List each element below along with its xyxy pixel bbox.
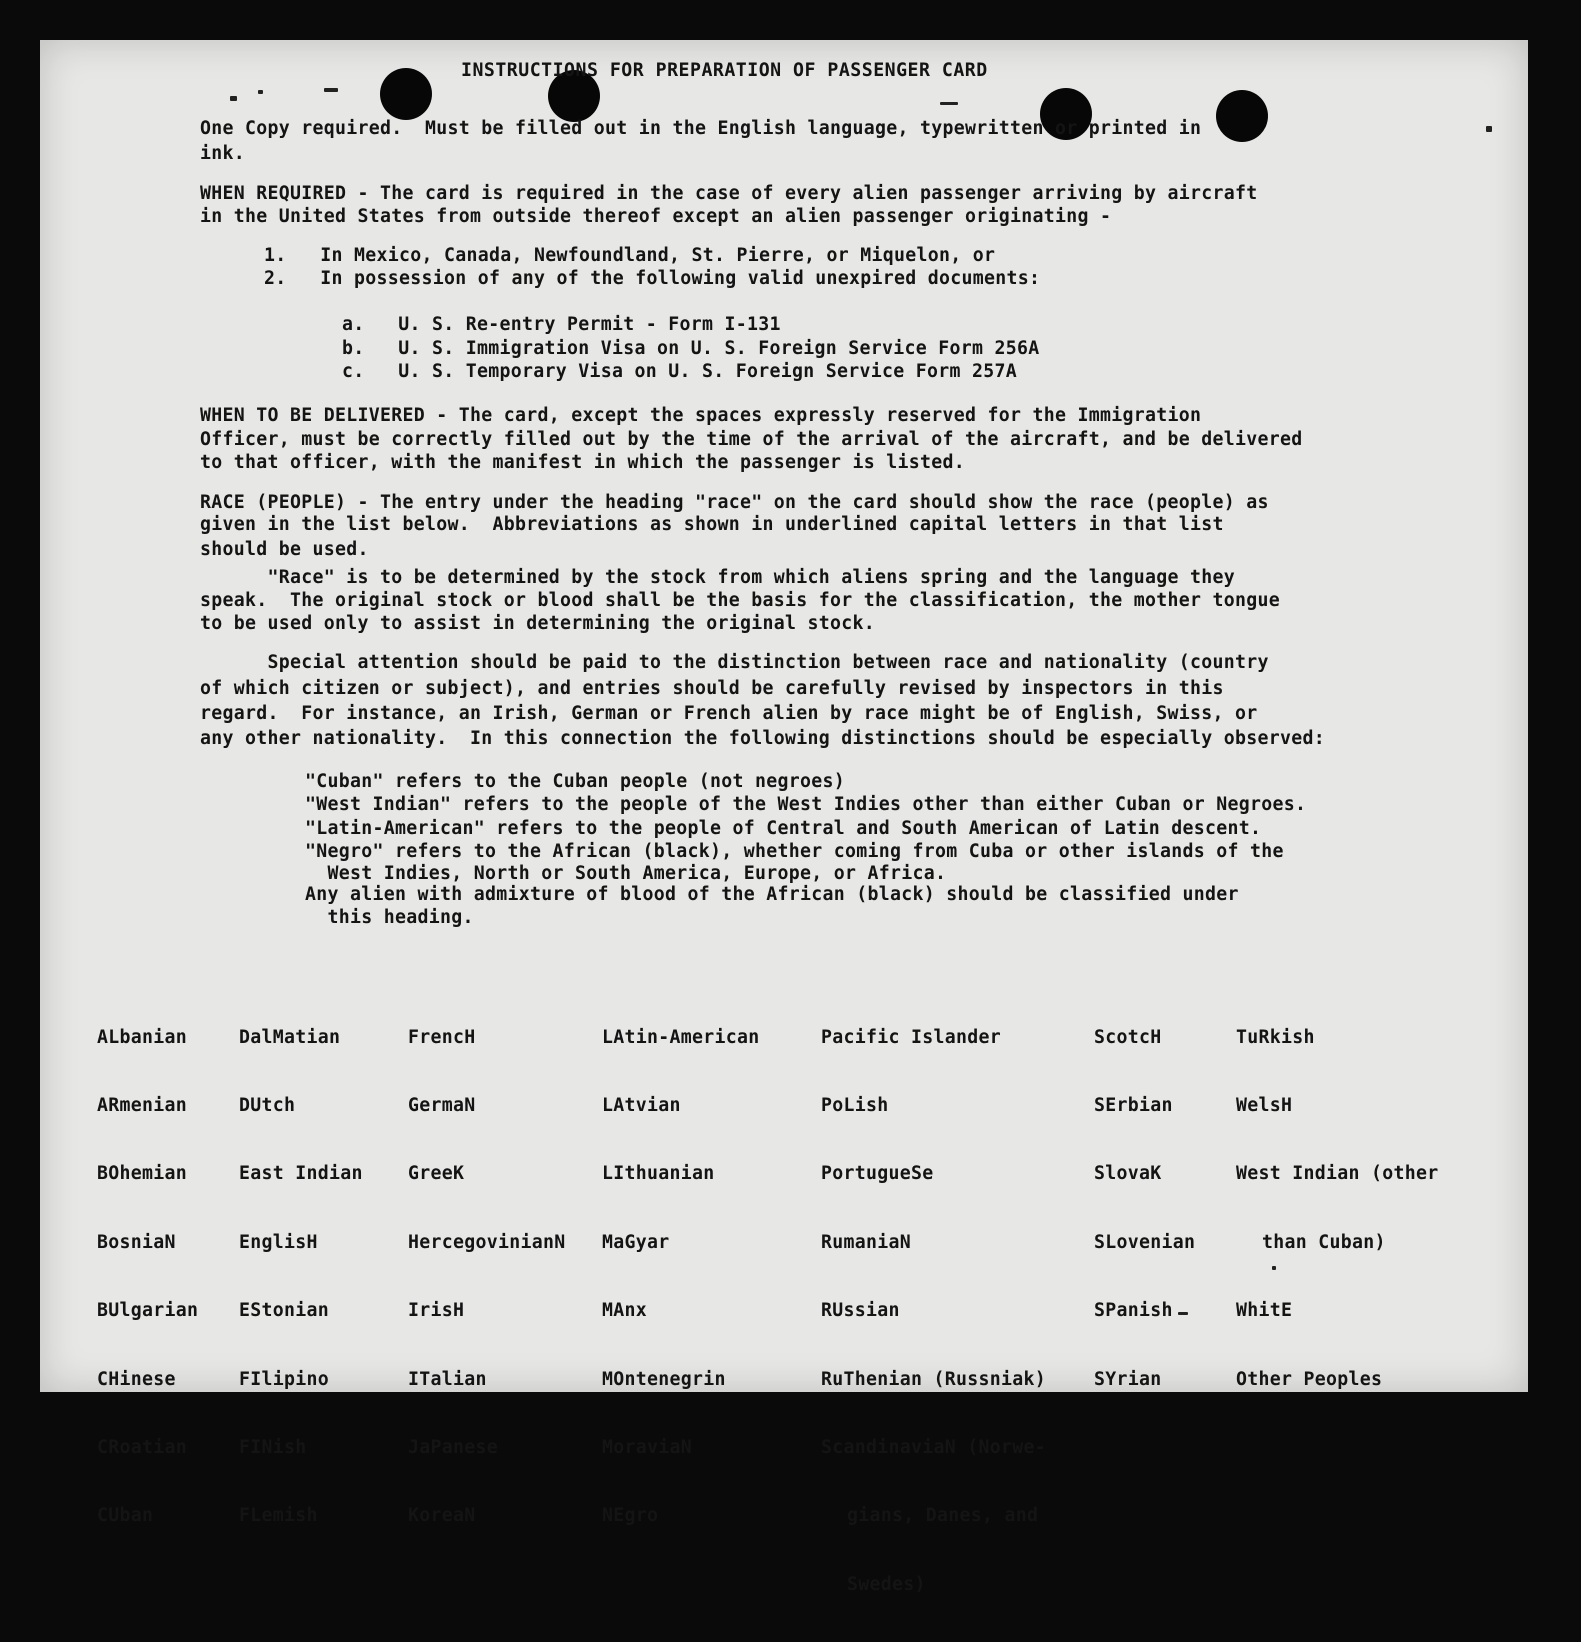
distinction-line: this heading.: [305, 907, 474, 928]
race-entry: MOntenegrin: [602, 1368, 726, 1390]
race-entry: ITalian: [408, 1368, 487, 1390]
race-entry: LAtin-American: [602, 1026, 760, 1048]
race-entry: LAtvian: [602, 1094, 681, 1116]
race-entry: BUlgarian: [97, 1300, 199, 1322]
race-entry: gians, Danes, and: [847, 1505, 1039, 1527]
speck: [258, 90, 263, 94]
race-entry: Other Peoples: [1236, 1368, 1383, 1390]
race-entry: FIlipino: [239, 1368, 329, 1390]
document-subitem: a. U. S. Re-entry Permit - Form I-131: [342, 314, 781, 335]
race-entry: DalMatian: [239, 1026, 341, 1048]
document-subitem: b. U. S. Immigration Visa on U. S. Foreign Service Form 256A: [342, 338, 1040, 359]
race-list-column-3: [408, 981, 566, 1574]
race-entry: SYrian: [1094, 1368, 1162, 1390]
intro-line: One Copy required. Must be filled out in the English language, typewritten or printed in: [200, 118, 1202, 139]
when-delivered-line: to that officer, with the manifest in which the passenger is listed.: [200, 452, 965, 473]
race-list-column-7: [1236, 981, 1439, 1437]
special-attention-line: any other nationality. In this connection the following distinctions should be especially observed:: [200, 728, 1325, 749]
race-entry: BosniaN: [97, 1231, 176, 1253]
race-entry: PoLish: [821, 1094, 889, 1116]
race-entry: WhitE: [1236, 1300, 1293, 1322]
special-attention-line: Special attention should be paid to the distinction between race and nationality (country: [200, 652, 1269, 673]
race-entry: GreeK: [408, 1163, 465, 1185]
race-entry: RuThenian (Russniak): [821, 1368, 1046, 1390]
race-entry: ALbanian: [97, 1026, 187, 1048]
race-entry: ScotcH: [1094, 1026, 1162, 1048]
race-entry: WelsH: [1236, 1094, 1293, 1116]
race-line: RACE (PEOPLE) - The entry under the heading "race" on the card should show the race (people) as: [200, 492, 1269, 513]
race-entry: PortugueSe: [821, 1163, 934, 1185]
race-entry: East Indian: [239, 1163, 363, 1185]
special-attention-line: regard. For instance, an Irish, German or French alien by race might be of English, Swiss, or: [200, 703, 1258, 724]
race-list-column-2: [239, 981, 363, 1574]
race-entry: DUtch: [239, 1094, 296, 1116]
race-list-column-6: [1094, 981, 1195, 1437]
race-entry: SLovenian: [1094, 1231, 1196, 1253]
race-list-column-4: [602, 981, 760, 1574]
intro-line: ink.: [200, 143, 245, 164]
distinction-line: "Cuban" refers to the Cuban people (not negroes): [305, 771, 845, 792]
speck: [324, 88, 338, 92]
race-definition-line: to be used only to assist in determining the original stock.: [200, 613, 875, 634]
race-entry: Swedes): [847, 1573, 926, 1595]
distinction-line: "Negro" refers to the African (black), whether coming from Cuba or other islands of the: [305, 841, 1284, 862]
race-entry: NEgro: [602, 1505, 659, 1527]
when-delivered-line: WHEN TO BE DELIVERED - The card, except the spaces expressly reserved for the Immigration: [200, 405, 1202, 426]
race-line: given in the list below. Abbreviations as shown in underlined capital letters in that list: [200, 514, 1224, 535]
race-entry: JaPanese: [408, 1436, 498, 1458]
special-attention-line: of which citizen or subject), and entries should be carefully revised by inspectors in this: [200, 678, 1224, 699]
race-list-column-1: [97, 981, 198, 1574]
race-list-column-5: [821, 981, 1046, 1642]
distinction-line: Any alien with admixture of blood of the African (black) should be classified under: [305, 884, 1239, 905]
punch-hole: [1216, 90, 1268, 142]
race-entry: FINish: [239, 1436, 307, 1458]
race-entry: RUssian: [821, 1300, 900, 1322]
when-required-item: 1. In Mexico, Canada, Newfoundland, St. Pierre, or Miquelon, or: [264, 245, 996, 266]
race-entry: TuRkish: [1236, 1026, 1315, 1048]
race-entry: ScandinaviaN (Norwe-: [821, 1436, 1046, 1458]
punch-hole: [380, 68, 432, 120]
race-entry: than Cuban): [1262, 1231, 1386, 1253]
race-definition-line: "Race" is to be determined by the stock from which aliens spring and the language they: [200, 567, 1235, 588]
document-subitem: c. U. S. Temporary Visa on U. S. Foreign Service Form 257A: [342, 361, 1017, 382]
race-entry: SErbian: [1094, 1094, 1173, 1116]
when-required-line: WHEN REQUIRED - The card is required in the case of every alien passenger arriving by aircraft: [200, 183, 1258, 204]
when-required-line: in the United States from outside thereof except an alien passenger originating -: [200, 206, 1112, 227]
race-entry: KoreaN: [408, 1505, 476, 1527]
race-entry: GermaN: [408, 1094, 476, 1116]
race-entry: SlovaK: [1094, 1163, 1162, 1185]
race-entry: SPanish: [1094, 1300, 1173, 1322]
race-line: should be used.: [200, 539, 369, 560]
race-entry: HercegovinianN: [408, 1231, 566, 1253]
distinction-line: "Latin-American" refers to the people of Central and South American of Latin descent.: [305, 818, 1262, 839]
race-entry: CHinese: [97, 1368, 176, 1390]
when-delivered-line: Officer, must be correctly filled out by the time of the arrival of the aircraft, and be delivered: [200, 429, 1303, 450]
race-definition-line: speak. The original stock or blood shall be the basis for the classification, the mother tongue: [200, 590, 1280, 611]
race-entry: FrencH: [408, 1026, 476, 1048]
speck: [1486, 126, 1492, 132]
race-entry: MaGyar: [602, 1231, 670, 1253]
race-entry: IrisH: [408, 1300, 465, 1322]
race-entry: RumaniaN: [821, 1231, 911, 1253]
speck: [230, 96, 237, 101]
race-entry: EStonian: [239, 1300, 329, 1322]
when-required-item: 2. In possession of any of the following valid unexpired documents:: [264, 268, 1041, 289]
race-entry: EnglisH: [239, 1231, 318, 1253]
race-entry: FLemish: [239, 1505, 318, 1527]
speck: [940, 102, 958, 105]
distinction-line: "West Indian" refers to the people of the West Indies other than either Cuban or Negroes.: [305, 794, 1307, 815]
race-entry: LIthuanian: [602, 1163, 715, 1185]
race-entry: MAnx: [602, 1300, 647, 1322]
document-page: [40, 40, 1528, 1595]
race-entry: CRoatian: [97, 1436, 187, 1458]
race-entry: Pacific Islander: [821, 1026, 1001, 1048]
race-entry: CUban: [97, 1505, 154, 1527]
distinction-line: West Indies, North or South America, Europe, or Africa.: [305, 863, 947, 884]
race-entry: West Indian (other: [1236, 1163, 1439, 1185]
race-entry: BOhemian: [97, 1163, 187, 1185]
race-entry: MoraviaN: [602, 1436, 692, 1458]
page-title: INSTRUCTIONS FOR PREPARATION OF PASSENGER CARD: [461, 60, 988, 81]
race-entry: ARmenian: [97, 1094, 187, 1116]
